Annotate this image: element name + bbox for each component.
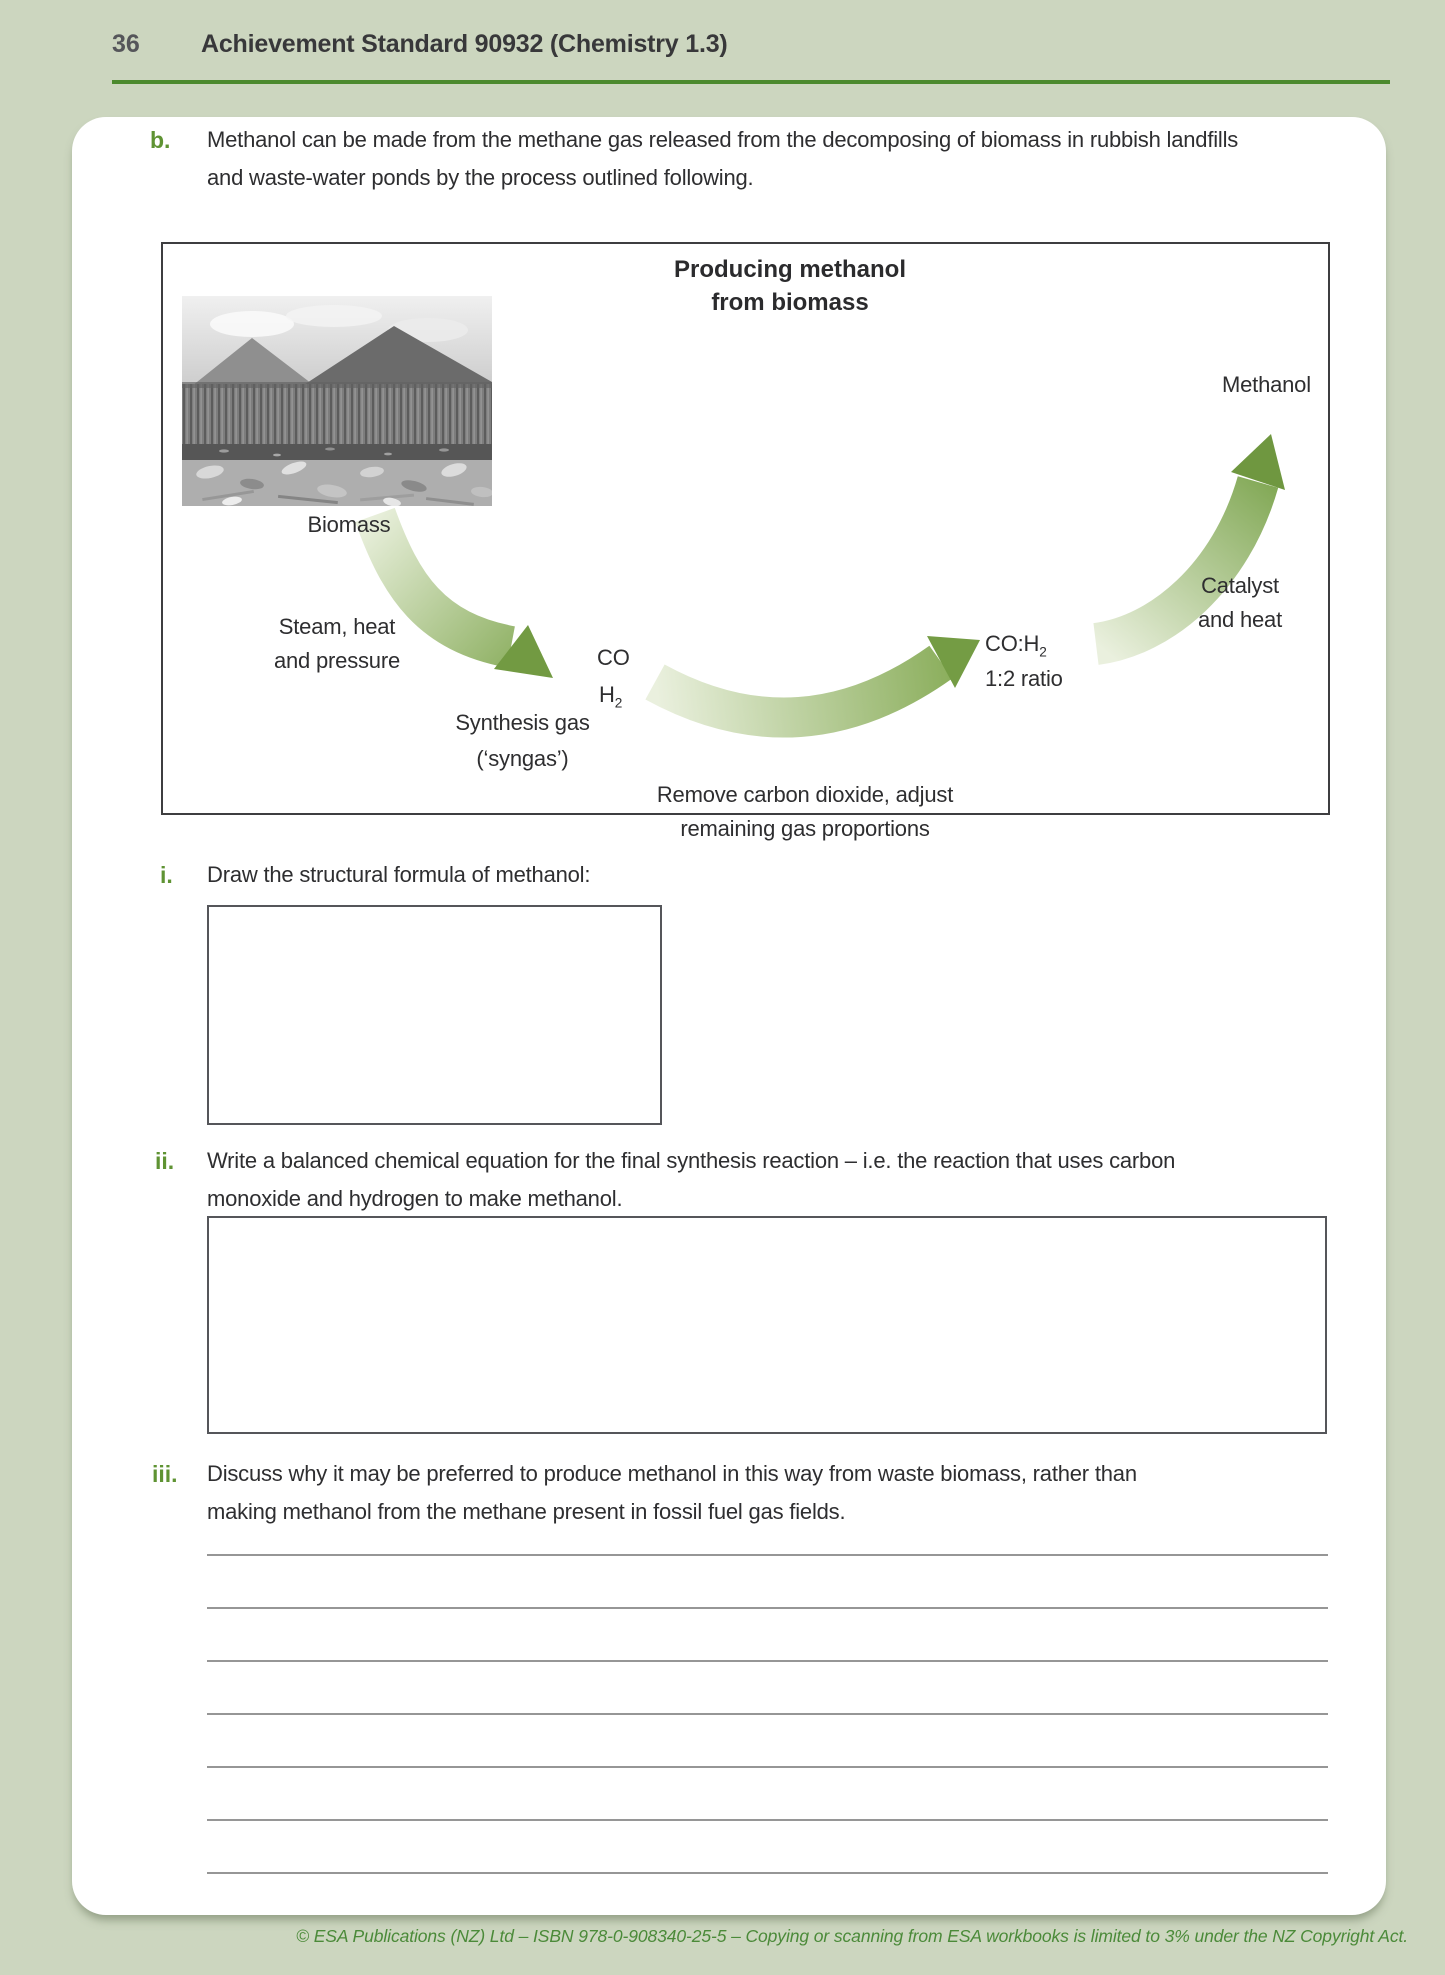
diagram-title-line2: from biomass: [711, 289, 869, 316]
copyright-footer: © ESA Publications (NZ) Ltd – ISBN 978-0-908340-25-5 – Copying or scanning from ESA workbooks is limited to 3% under the NZ Copyright Act.: [296, 1926, 1408, 1946]
question-iii-marker: iii.: [152, 1461, 178, 1487]
question-ii-text-line1: Write a balanced chemical equation for the final synthesis reaction – i.e. the reaction that uses carbon: [207, 1148, 1176, 1173]
question-iii-text-line1: Discuss why it may be preferred to produce methanol in this way from waste biomass, rather than: [207, 1461, 1137, 1486]
step1-label-line2: and pressure: [273, 648, 400, 673]
step3-label-line2: and heat: [1197, 607, 1283, 632]
header-rule: [112, 80, 1390, 84]
page-number: 36: [112, 30, 140, 58]
syngas-name-line2: (‘syngas’): [476, 746, 569, 771]
step1-label-line1: Steam, heat: [278, 614, 396, 639]
syngas-name-line1: Synthesis gas: [455, 710, 590, 735]
biomass-photo: [182, 296, 492, 506]
ratio-label-line1: $CO:H_2$: [985, 631, 1047, 660]
question-iii-text-line2: making methanol from the methane present in fossil fuel gas fields.: [207, 1499, 846, 1524]
question-b-text-line2: and waste-water ponds by the process outlined following.: [207, 165, 754, 190]
step2-label-line1: Remove carbon dioxide, adjust: [656, 782, 954, 807]
page-title: Achievement Standard 90932 (Chemistry 1.3): [201, 30, 728, 58]
methanol-label: Methanol: [1222, 372, 1311, 397]
syngas-co-label: CO: [597, 645, 630, 670]
writing-line-1[interactable]: [207, 1554, 1328, 1556]
diagram-title-line1: Producing methanol: [673, 256, 906, 283]
question-b-text-line1: Methanol can be made from the methane gas released from the decomposing of biomass in rubbish landfills: [207, 127, 1239, 152]
question-ii-text-line2: monoxide and hydrogen to make methanol.: [207, 1186, 623, 1211]
writing-line-4[interactable]: [207, 1713, 1328, 1715]
answer-box-chemical-equation[interactable]: [207, 1216, 1327, 1434]
syngas-h2-label: $H_2$: [599, 682, 623, 711]
step3-label-line1: Catalyst: [1201, 573, 1279, 598]
answer-box-structural-formula[interactable]: [207, 905, 662, 1125]
question-b-marker: b.: [150, 127, 171, 153]
biomass-label: Biomass: [307, 512, 391, 537]
question-i-text: Draw the structural formula of methanol:: [207, 862, 591, 887]
writing-line-3[interactable]: [207, 1660, 1328, 1662]
writing-line-6[interactable]: [207, 1819, 1328, 1821]
ratio-label-line2: 1:2 ratio: [985, 666, 1063, 691]
writing-line-5[interactable]: [207, 1766, 1328, 1768]
writing-line-2[interactable]: [207, 1607, 1328, 1609]
question-ii-marker: ii.: [155, 1148, 175, 1174]
step2-label-line2: remaining gas proportions: [680, 816, 930, 841]
question-i-marker: i.: [160, 862, 173, 888]
writing-line-7[interactable]: [207, 1872, 1328, 1874]
